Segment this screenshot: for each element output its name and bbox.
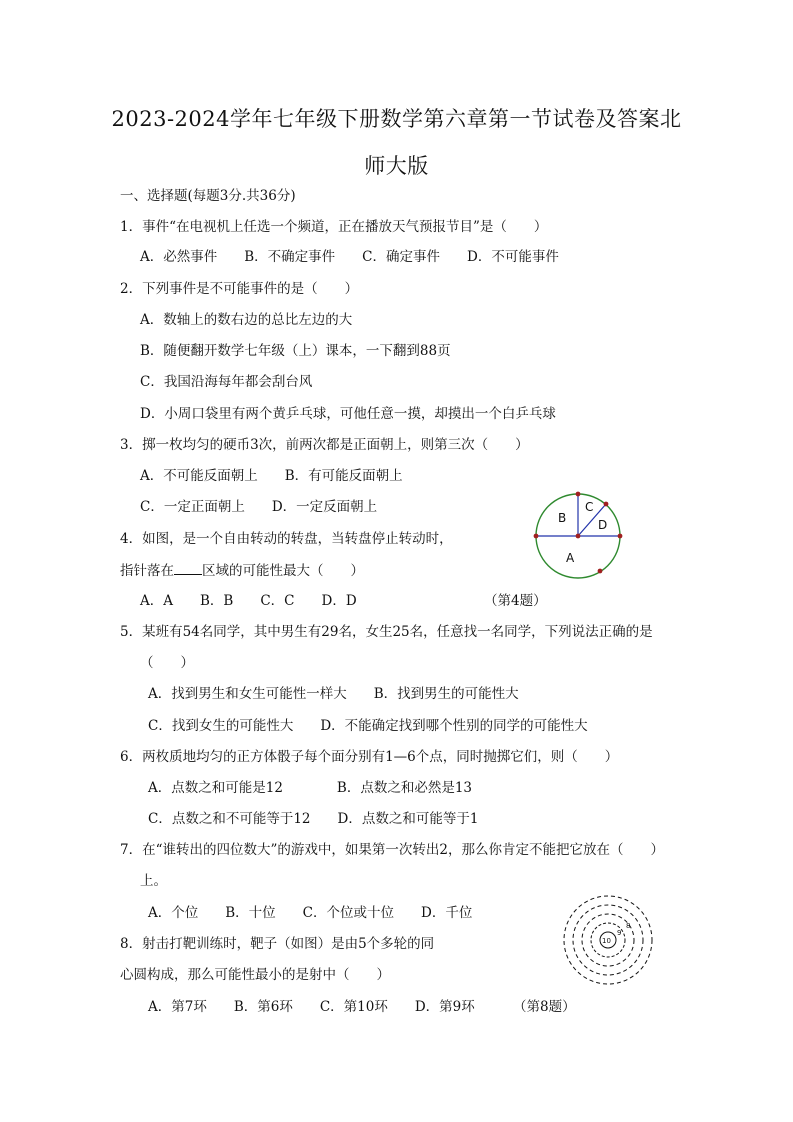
q2-option-b: B．随便翻开数学七年级（上）课本，一下翻到88页 (140, 343, 451, 359)
q3-options-cd: C．一定正面朝上 D．一定反面朝上 (140, 499, 378, 515)
q6-stem: 6．两枚质地均匀的正方体骰子每个面分别有1—6个点，同时抛掷它们，则（ ） (120, 749, 619, 765)
q4-options: A．A B．B C．C D．D (140, 593, 357, 609)
q5-options-cd: C．找到女生的可能性大 D．不能确定找到哪个性别的同学的可能性大 (148, 718, 588, 734)
q4-stem: 4．如图，是一个自由转动的转盘，当转盘停止转动时， (120, 531, 453, 547)
spinner-dot (598, 569, 603, 574)
q2-option-d: D．小周口袋里有两个黄乒乓球，可他任意一摸，却摸出一个白乒乓球 (140, 406, 556, 422)
doc-title-line2: 师大版 (364, 154, 429, 178)
target-label-8: 8 (626, 922, 631, 930)
q4-stem-line2 (120, 562, 364, 579)
q6-options-ab: A．点数之和可能是12 B．点数之和必然是13 (148, 780, 473, 796)
spinner-label-d: D (598, 518, 608, 532)
q7-stem: 7．在“谁转出的四位数大”的游戏中，如果第一次转出2，那么你肯定不能把它放在（ ） (120, 842, 664, 858)
spinner-dot (534, 534, 539, 539)
q7-stem-line2: 上。 (140, 873, 167, 889)
doc-title-line1: 2023-2024学年七年级下册数学第六章第一节试卷及答案北 (111, 107, 682, 131)
q4-stem-post: 区域的可能性最大（ ） (202, 563, 364, 579)
q5-stem: 5．某班有54名同学，其中男生有29名，女生25名，任意找一名同学，下列说法正确的是 (120, 624, 653, 640)
spinner-label-a: A (566, 551, 575, 565)
spinner-label-b: B (558, 511, 567, 525)
q5-options-ab: A．找到男生和女生可能性一样大 B．找到男生的可能性大 (148, 686, 519, 702)
q3-options-ab: A．不可能反面朝上 B．有可能反面朝上 (140, 468, 403, 484)
q5-stem-line2: （ ） (140, 655, 194, 671)
spinner-dot (576, 492, 581, 497)
q3-stem: 3．掷一枚均匀的硬币3次，前两次都是正面朝上，则第三次（ ） (120, 437, 529, 453)
target-label-10: 10 (602, 937, 611, 945)
q2-option-a: A．数轴上的数右边的总比左边的大 (140, 312, 353, 328)
answer-blank (174, 562, 202, 575)
q2-stem: 2．下列事件是不可能事件的是（ ） (120, 281, 359, 297)
q2-option-c: C．我国沿海每年都会刮台风 (140, 374, 313, 390)
target-figure (560, 890, 656, 992)
spinner-figure (530, 490, 630, 580)
q1-stem: 1．事件“在电视机上任选一个频道，正在播放天气预报节目”是（ ） (120, 219, 548, 235)
q4-stem-pre: 指针落在 (120, 563, 174, 579)
q8-caption: （第8题） (513, 999, 576, 1015)
q1-options: A．必然事件 B．不确定事件 C．确定事件 D．不可能事件 (140, 249, 559, 265)
spinner-dot (618, 534, 623, 539)
q8-stem: 8．射击打靶训练时，靶子（如图）是由5个多轮的同 (120, 936, 435, 952)
spinner-dot (604, 502, 609, 507)
q6-options-cd: C．点数之和不可能等于12 D．点数之和可能等于1 (148, 811, 479, 827)
spinner-dot (576, 534, 581, 539)
q7-options: A．个位 B．十位 C．个位或十位 D．千位 (148, 905, 473, 921)
q8-options: A．第7环 B．第6环 C．第10环 D．第9环 (148, 999, 475, 1015)
q8-stem-line2: 心圆构成，那么可能性最小的是射中（ ） (120, 967, 390, 983)
q4-caption: （第4题） (484, 593, 547, 609)
spinner-label-c: C (585, 500, 594, 514)
section-heading: 一、选择题(每题3分.共36分) (120, 188, 296, 204)
target-label-9: 9 (617, 929, 622, 937)
